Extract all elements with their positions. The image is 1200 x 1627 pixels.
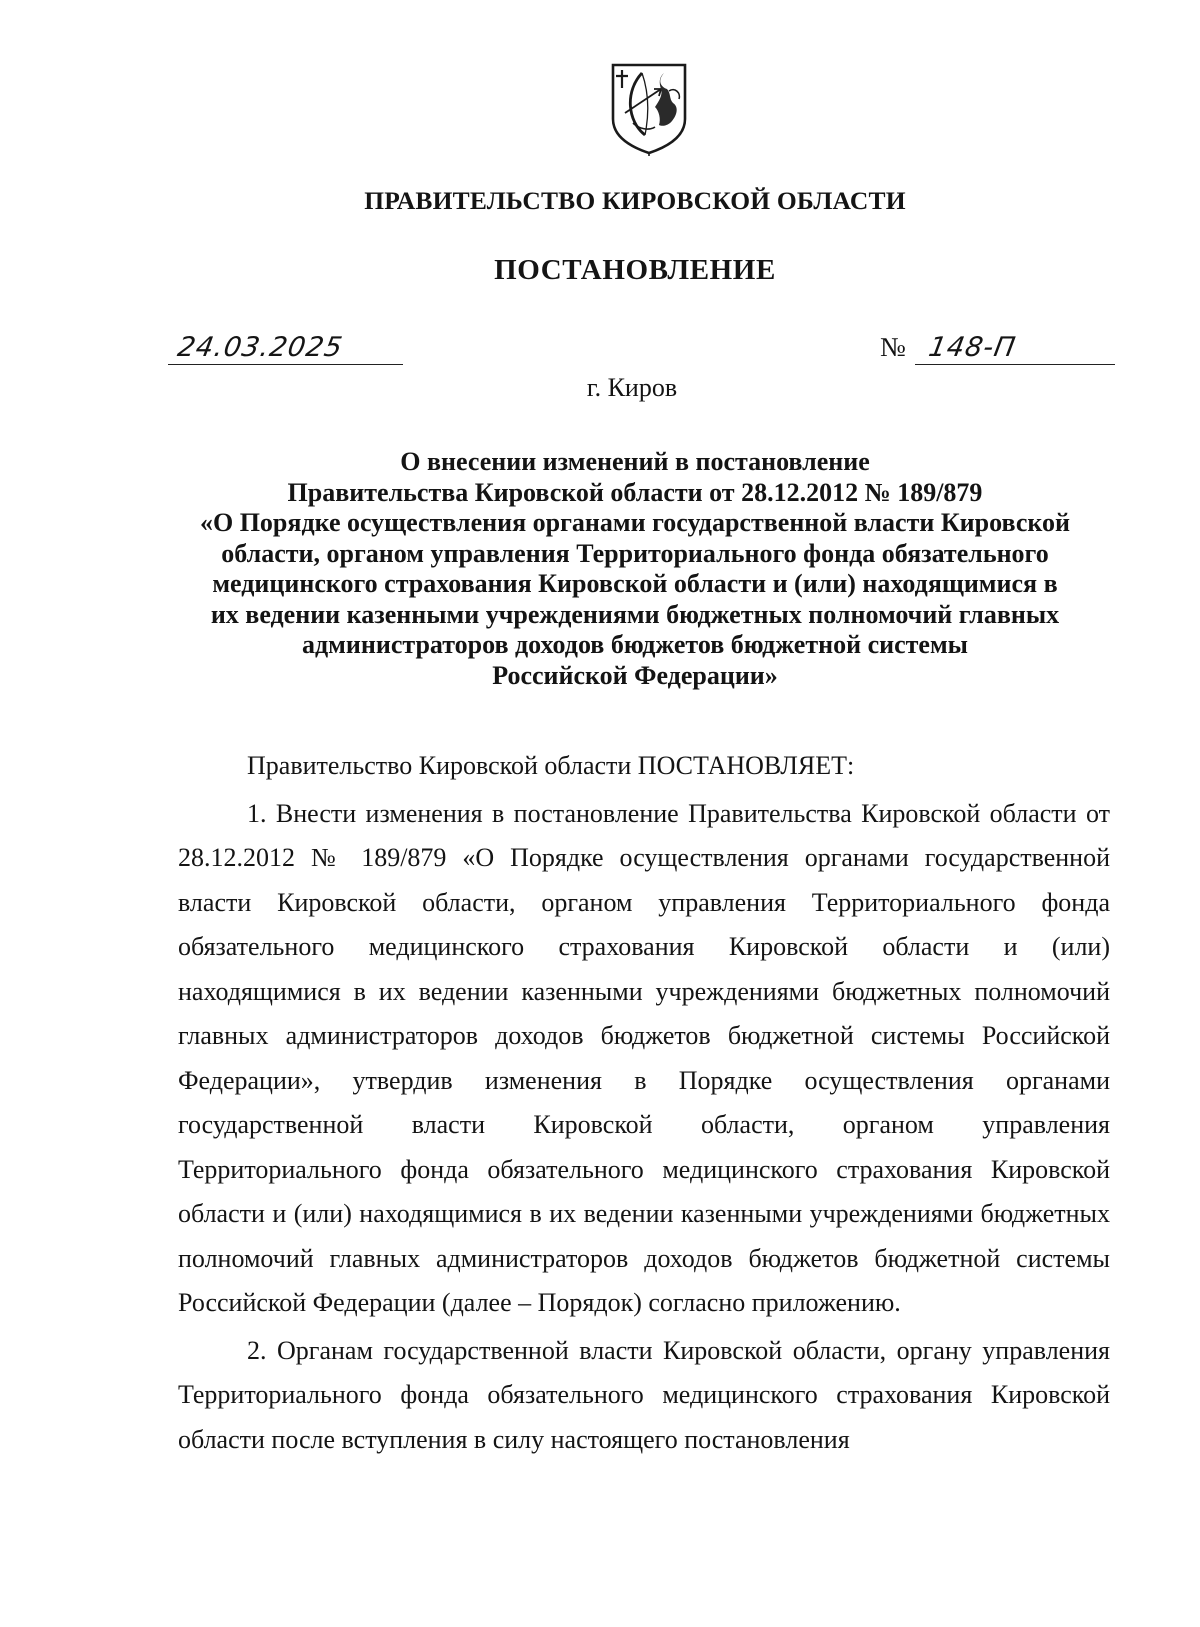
title-line: их ведении казенными учреждениями бюджетных полномочий главных — [210, 599, 1060, 629]
title-line: медицинского страхования Кировской области и (или) находящимися в — [212, 569, 1058, 598]
handwritten-date: 24.03.2025 — [175, 332, 346, 363]
title-line: Правительства Кировской области от 28.12.2012 № 189/879 — [287, 477, 983, 507]
title-line: администраторов доходов бюджетов бюджетной системы — [302, 630, 968, 659]
city-name: г. Киров — [586, 373, 678, 402]
title-line: Российской Федерации» — [492, 660, 778, 690]
clause-1: 1. Внести изменения в постановление Правительства Кировской области от 28.12.2012 № 189/879 «О Порядке осуществления органами государственной власти Кировской области, органом управления Территориального фонда обязательного медицинского страхования Кировской области и (или) находящимися в их ведении казенными учреждениями бюджетных полномочий главных администраторов доходов бюджетов бюджетной системы Российской Федерации», утвердив изменения в Порядке осуществления органами государственной власти Кировской области, органом управления Территориального фонда обязательного медицинского страхования Кировской области и (или) находящимися в их ведении казенными учреждениями бюджетных полномочий главных администраторов доходов бюджетов бюджетной системы Российской Федерации (далее – Порядок) согласно приложению. — [178, 798, 1110, 1317]
authority-name: ПРАВИТЕЛЬСТВО КИРОВСКОЙ ОБЛАСТИ — [364, 186, 906, 215]
title-line: области, органом управления Территориального фонда обязательного — [221, 538, 1049, 568]
clause-2: 2. Органам государственной власти Кировской области, органу управления Территориального фонда обязательного медицинского страхования Кировской области после вступления в силу настоящего постановления — [178, 1335, 1110, 1454]
number-field — [915, 330, 1115, 365]
document-body — [178, 744, 1110, 1462]
date-field — [168, 330, 403, 365]
coat-of-arms-icon — [609, 63, 689, 157]
handwritten-number: 148-П — [926, 332, 1019, 363]
title-line: «О Порядке осуществления органами государственной власти Кировской — [199, 508, 1070, 537]
document-title — [150, 447, 1120, 691]
document-type: ПОСТАНОВЛЕНИЕ — [494, 254, 776, 286]
title-line: О внесении изменений в постановление — [400, 447, 870, 476]
resolution-lead: Правительство Кировской области ПОСТАНОВЛЯЕТ: — [247, 751, 855, 780]
number-label: № — [880, 332, 906, 362]
